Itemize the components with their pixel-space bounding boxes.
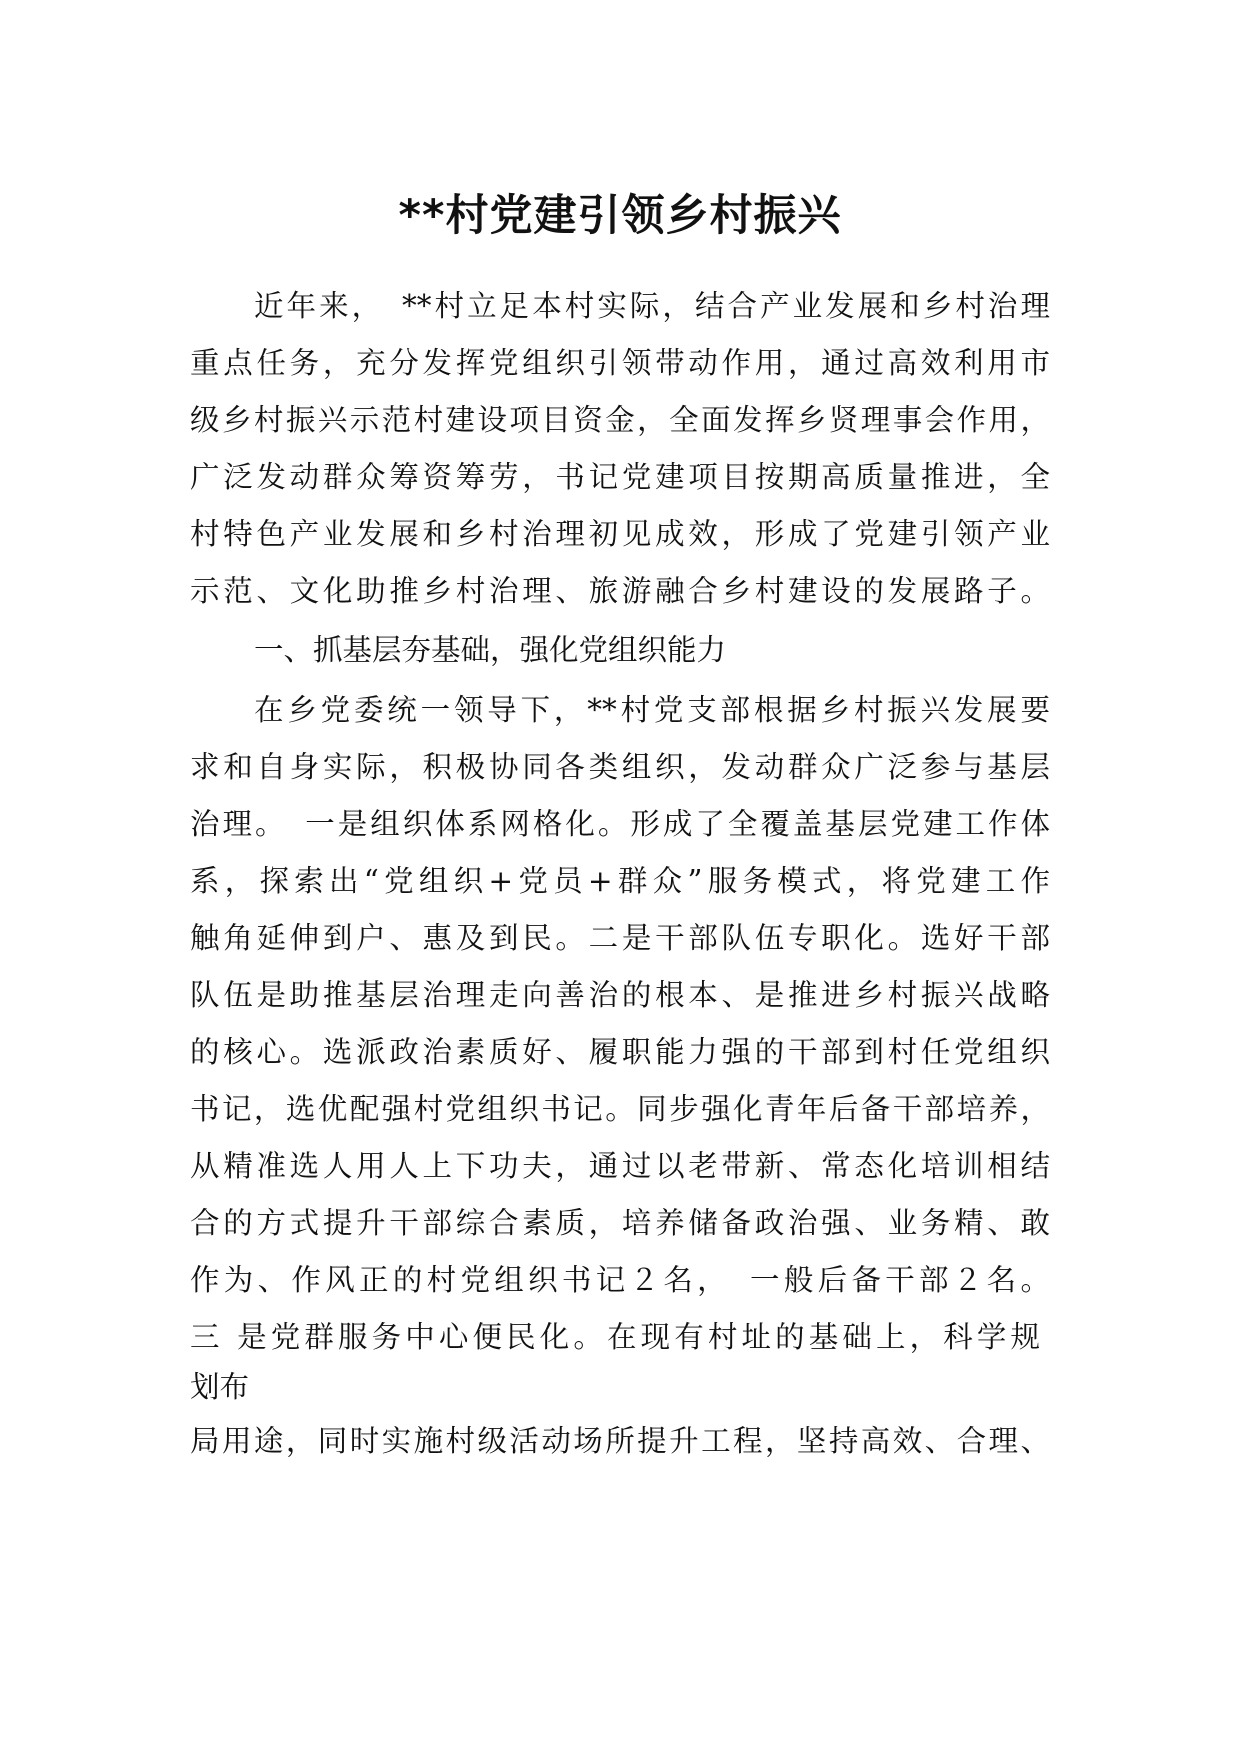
body-line: 重点任务，充分发挥党组织引领带动作用，通过高效利用市	[190, 346, 1050, 380]
body-line: 局用途，同时实施村级活动场所提升工程，坚持高效、合理、	[190, 1424, 1050, 1458]
body-line: 级乡村振兴示范村建设项目资金，全面发挥乡贤理事会作用，	[190, 403, 1050, 437]
body-line: 近年来， **村立足本村实际，结合产业发展和乡村治理	[254, 289, 1050, 323]
body-line: 划布	[190, 1370, 250, 1404]
body-line: 在乡党委统一领导下，**村党支部根据乡村振兴发展要	[254, 693, 1050, 727]
body-line: 合的方式提升干部综合素质，培养储备政治强、业务精、敢	[190, 1206, 1050, 1240]
body-line: 系，探索出“党组织+党员+群众”服务模式，将党建工作	[190, 864, 1050, 898]
body-line: 作为、作风正的村党组织书记２名， 一般后备干部２名。	[190, 1263, 1050, 1297]
body-line: 示范、文化助推乡村治理、旅游融合乡村建设的发展路子。	[190, 574, 1050, 608]
body-line: 治理。 一是组织体系网格化。形成了全覆盖基层党建工作体	[190, 807, 1050, 841]
body-line: 从精准选人用人上下功夫，通过以老带新、常态化培训相结	[190, 1149, 1050, 1183]
document-title: **村党建引领乡村振兴	[398, 191, 842, 241]
body-line: 触角延伸到户、惠及到民。二是干部队伍专职化。选好干部	[190, 921, 1050, 955]
body-line: 三 是党群服务中心便民化。在现有村址的基础上，科学规	[190, 1320, 1040, 1354]
body-line: 求和自身实际，积极协同各类组织，发动群众广泛参与基层	[190, 750, 1050, 784]
body-line: 的核心。选派政治素质好、履职能力强的干部到村任党组织	[190, 1035, 1050, 1069]
body-line: 广泛发动群众筹资筹劳，书记党建项目按期高质量推进，全	[190, 460, 1050, 494]
body-line: 村特色产业发展和乡村治理初见成效，形成了党建引领产业	[190, 517, 1050, 551]
body-line: 队伍是助推基层治理走向善治的根本、是推进乡村振兴战略	[190, 978, 1050, 1012]
body-line: 书记，选优配强村党组织书记。同步强化青年后备干部培养，	[190, 1092, 1050, 1126]
section-heading: 一、抓基层夯基础，强化党组织能力	[254, 633, 727, 667]
